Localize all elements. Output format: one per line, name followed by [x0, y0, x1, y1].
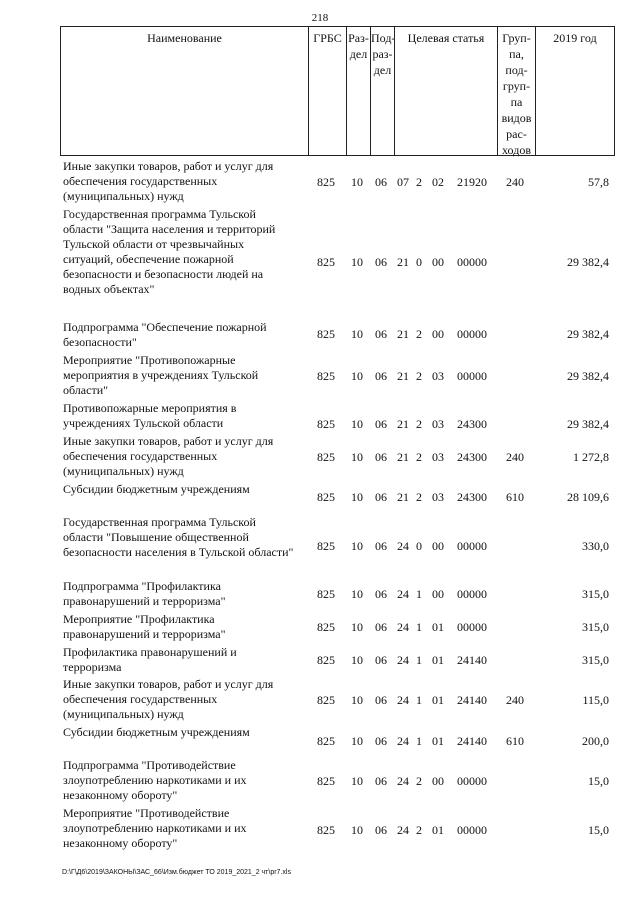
program-code-cell: 24 — [397, 693, 409, 707]
razdel-cell: 10 — [351, 774, 363, 788]
program-code-cell: 24 — [397, 587, 409, 601]
grbs-cell: 825 — [317, 774, 335, 788]
header-line: ходов — [502, 143, 531, 157]
amount-cell: 29 382,4 — [567, 255, 609, 269]
razdel-cell: 10 — [351, 490, 363, 504]
subprogram-code-cell: 2 — [416, 490, 422, 504]
row-name: Мероприятие "Профилактика правонарушений и терроризма" — [63, 612, 226, 641]
grbs-cell: 825 — [317, 490, 335, 504]
program-code-cell: 24 — [397, 620, 409, 634]
header-line: дел — [373, 63, 392, 77]
expense-type-cell: 240 — [506, 450, 524, 464]
program-code-cell: 21 — [397, 369, 409, 383]
expense-type-cell: 240 — [506, 175, 524, 189]
podrazdel-cell: 06 — [375, 369, 387, 383]
subprogram-code-cell: 0 — [416, 539, 422, 553]
expense-type-cell: 610 — [506, 734, 524, 748]
event-code-cell: 03 — [432, 450, 444, 464]
direction-code-cell: 24140 — [457, 734, 487, 748]
event-code-cell: 00 — [432, 539, 444, 553]
subprogram-code-cell: 2 — [416, 774, 422, 788]
subprogram-code-cell: 2 — [416, 450, 422, 464]
razdel-cell: 10 — [351, 450, 363, 464]
amount-cell: 115,0 — [582, 693, 609, 707]
header-line: Под- — [371, 31, 396, 45]
event-code-cell: 03 — [432, 369, 444, 383]
razdel-cell: 10 — [351, 693, 363, 707]
file-path-footer: D:\Г\Д6\2019\ЗАКОНЫ\ЗАС_66\Изм.бюджет ТО 2019_2021_2 чт\pr7.xls — [62, 869, 291, 876]
razdel-cell: 10 — [351, 369, 363, 383]
program-code-cell: 24 — [397, 774, 409, 788]
podrazdel-cell: 06 — [375, 417, 387, 431]
program-code-cell: 21 — [397, 327, 409, 341]
razdel-cell: 10 — [351, 539, 363, 553]
event-code-cell: 03 — [432, 417, 444, 431]
amount-cell: 57,8 — [588, 175, 609, 189]
direction-code-cell: 00000 — [457, 327, 487, 341]
razdel-cell: 10 — [351, 653, 363, 667]
program-code-cell: 24 — [397, 539, 409, 553]
subprogram-code-cell: 2 — [416, 175, 422, 189]
podrazdel-cell: 06 — [375, 823, 387, 837]
direction-code-cell: 00000 — [457, 587, 487, 601]
razdel-cell: 10 — [351, 620, 363, 634]
header-line: груп- — [502, 79, 531, 93]
amount-cell: 15,0 — [588, 823, 609, 837]
razdel-cell: 10 — [351, 587, 363, 601]
amount-cell: 1 272,8 — [573, 450, 609, 464]
amount-cell: 29 382,4 — [567, 369, 609, 383]
row-name: Иные закупки товаров, работ и услуг для обеспечения государственных (муниципальных) нужд — [63, 159, 274, 203]
expense-type-cell: 610 — [506, 490, 524, 504]
event-code-cell: 00 — [432, 587, 444, 601]
razdel-cell: 10 — [351, 823, 363, 837]
razdel-cell: 10 — [351, 327, 363, 341]
header-line: дел — [349, 47, 368, 61]
header-line: раз- — [372, 47, 393, 61]
amount-cell: 29 382,4 — [567, 417, 609, 431]
header-podrazdel — [370, 27, 394, 155]
amount-cell: 315,0 — [582, 653, 609, 667]
program-code-cell: 07 — [397, 175, 409, 189]
row-name: Государственная программа Тульской области "Повышение общественной безопасности населения в Тульской области" — [63, 515, 294, 559]
header-line: па — [510, 95, 523, 109]
podrazdel-cell: 06 — [375, 774, 387, 788]
header-line: рас- — [506, 127, 527, 141]
row-name: Противопожарные мероприятия в учреждениях Тульской области — [63, 401, 237, 430]
event-code-cell: 02 — [432, 175, 444, 189]
podrazdel-cell: 06 — [375, 653, 387, 667]
direction-code-cell: 00000 — [457, 255, 487, 269]
header-line: видов — [501, 111, 532, 125]
header-line: ГРБС — [313, 31, 342, 45]
event-code-cell: 01 — [432, 734, 444, 748]
subprogram-code-cell: 1 — [416, 734, 422, 748]
row-name: Подпрограмма "Обеспечение пожарной безопасности" — [63, 320, 267, 349]
header-line: па, — [509, 47, 524, 61]
grbs-cell: 825 — [317, 175, 335, 189]
header-line: Целевая статья — [407, 31, 485, 45]
podrazdel-cell: 06 — [375, 693, 387, 707]
subprogram-code-cell: 2 — [416, 327, 422, 341]
amount-cell: 28 109,6 — [567, 490, 609, 504]
razdel-cell: 10 — [351, 175, 363, 189]
row-name: Подпрограмма "Профилактика правонарушений и терроризма" — [63, 579, 226, 608]
row-name: Иные закупки товаров, работ и услуг для обеспечения государственных (муниципальных) нужд — [63, 434, 274, 478]
event-code-cell: 03 — [432, 490, 444, 504]
grbs-cell: 825 — [317, 369, 335, 383]
direction-code-cell: 24300 — [457, 450, 487, 464]
podrazdel-cell: 06 — [375, 539, 387, 553]
podrazdel-cell: 06 — [375, 327, 387, 341]
subprogram-code-cell: 1 — [416, 587, 422, 601]
header-line: Груп- — [502, 31, 531, 45]
header-group — [497, 27, 535, 155]
direction-code-cell: 24140 — [457, 653, 487, 667]
amount-cell: 15,0 — [588, 774, 609, 788]
header-line: Раз- — [348, 31, 369, 45]
direction-code-cell: 24300 — [457, 417, 487, 431]
row-name: Государственная программа Тульской области "Защита населения и территорий Тульской области от чрезвычайных ситуаций, обеспечение пожарной безопасности и безопасности людей на водных объектах" — [63, 207, 276, 296]
grbs-cell: 825 — [317, 823, 335, 837]
event-code-cell: 00 — [432, 774, 444, 788]
event-code-cell: 01 — [432, 823, 444, 837]
grbs-cell: 825 — [317, 417, 335, 431]
amount-cell: 315,0 — [582, 620, 609, 634]
program-code-cell: 24 — [397, 734, 409, 748]
grbs-cell: 825 — [317, 450, 335, 464]
grbs-cell: 825 — [317, 693, 335, 707]
header-line: Наименование — [147, 31, 222, 45]
grbs-cell: 825 — [317, 255, 335, 269]
grbs-cell: 825 — [317, 653, 335, 667]
program-code-cell: 21 — [397, 490, 409, 504]
subprogram-code-cell: 1 — [416, 653, 422, 667]
row-name: Подпрограмма "Противодействие злоупотреблению наркотиками и их незаконному обороту" — [63, 758, 247, 802]
razdel-cell: 10 — [351, 255, 363, 269]
program-code-cell: 24 — [397, 653, 409, 667]
grbs-cell: 825 — [317, 587, 335, 601]
header-name — [61, 27, 308, 155]
amount-cell: 330,0 — [582, 539, 609, 553]
program-code-cell: 21 — [397, 417, 409, 431]
program-code-cell: 21 — [397, 450, 409, 464]
program-code-cell: 21 — [397, 255, 409, 269]
grbs-cell: 825 — [317, 734, 335, 748]
amount-cell: 200,0 — [582, 734, 609, 748]
header-line: под- — [505, 63, 528, 77]
header-target — [394, 27, 497, 155]
podrazdel-cell: 06 — [375, 620, 387, 634]
row-name: Субсидии бюджетным учреждениям — [63, 482, 250, 496]
table-header — [60, 26, 615, 156]
razdel-cell: 10 — [351, 417, 363, 431]
direction-code-cell: 24300 — [457, 490, 487, 504]
row-name: Субсидии бюджетным учреждениям — [63, 725, 250, 739]
header-razdel — [346, 27, 370, 155]
razdel-cell: 10 — [351, 734, 363, 748]
direction-code-cell: 21920 — [457, 175, 487, 189]
subprogram-code-cell: 1 — [416, 693, 422, 707]
direction-code-cell: 00000 — [457, 774, 487, 788]
direction-code-cell: 00000 — [457, 369, 487, 383]
podrazdel-cell: 06 — [375, 255, 387, 269]
grbs-cell: 825 — [317, 327, 335, 341]
event-code-cell: 00 — [432, 255, 444, 269]
podrazdel-cell: 06 — [375, 587, 387, 601]
subprogram-code-cell: 2 — [416, 823, 422, 837]
podrazdel-cell: 06 — [375, 734, 387, 748]
row-name: Мероприятие "Противодействие злоупотреблению наркотиками и их незаконному обороту" — [63, 806, 247, 850]
expense-type-cell: 240 — [506, 693, 524, 707]
header-year — [535, 27, 614, 155]
direction-code-cell: 00000 — [457, 539, 487, 553]
event-code-cell: 01 — [432, 620, 444, 634]
direction-code-cell: 00000 — [457, 620, 487, 634]
amount-cell: 29 382,4 — [567, 327, 609, 341]
subprogram-code-cell: 0 — [416, 255, 422, 269]
row-name: Иные закупки товаров, работ и услуг для обеспечения государственных (муниципальных) нужд — [63, 677, 274, 721]
direction-code-cell: 00000 — [457, 823, 487, 837]
subprogram-code-cell: 2 — [416, 417, 422, 431]
grbs-cell: 825 — [317, 620, 335, 634]
header-grbs — [308, 27, 346, 155]
podrazdel-cell: 06 — [375, 450, 387, 464]
podrazdel-cell: 06 — [375, 175, 387, 189]
event-code-cell: 00 — [432, 327, 444, 341]
header-line: 2019 год — [553, 31, 597, 45]
row-name: Мероприятие "Противопожарные мероприятия в учреждениях Тульской области" — [63, 353, 259, 397]
direction-code-cell: 24140 — [457, 693, 487, 707]
page-number: 218 — [311, 12, 329, 24]
podrazdel-cell: 06 — [375, 490, 387, 504]
subprogram-code-cell: 1 — [416, 620, 422, 634]
event-code-cell: 01 — [432, 693, 444, 707]
grbs-cell: 825 — [317, 539, 335, 553]
amount-cell: 315,0 — [582, 587, 609, 601]
event-code-cell: 01 — [432, 653, 444, 667]
row-name: Профилактика правонарушений и терроризма — [63, 645, 237, 674]
program-code-cell: 24 — [397, 823, 409, 837]
subprogram-code-cell: 2 — [416, 369, 422, 383]
